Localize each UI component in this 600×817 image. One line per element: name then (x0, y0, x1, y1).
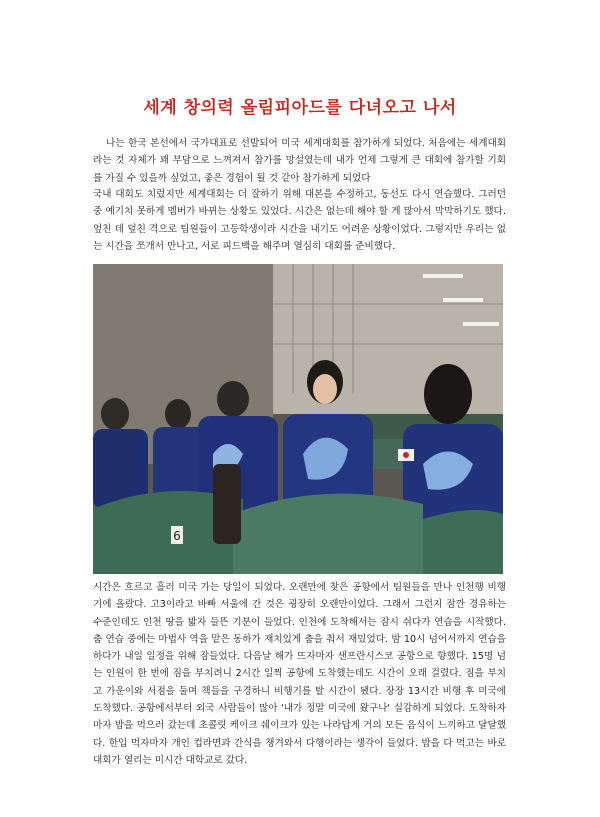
paragraph-3: 시간은 흐르고 흘러 미국 가는 당일이 되었다. 오랜만에 찾은 공항에서 팀원들을 만나 인천행 비행기에 올랐다. 고3이라고 바빠 서울에 간 것은 굉장히 오랜만이었다. 그래서 그런지 잠깐 경유하는 수준인데도 인천 땅을 밟자 들뜬 기분이 들었다. 인천에 도착해서는 잠시 쉬다가 연습을 시작했다. 춤 연습 중에는 마법사 역을 맡은 동하가 재치있게 춤을 춰서 재밌었다. 밤 10시 넘어서까지 연습을 하다가 내일 일정을 위해 잠들었다. 다음날 해가 뜨자마자 샌프란시스코 공항으로 향했다. 15명 넘는 인원이 한 번에 짐을 부치려니 2시간 일찍 공항에 도착했는데도 시간이 오래 걸렸다. 짐을 부치고 가운이와 서점을 둘며 책들을 구경하니 비행기를 탈 시간이 됐다. 장장 13시간 비행 후 미국에 도착했다. 공항에서부터 외국 사람들이 많아 '내가 정말 미국에 왔구나' 실감하게 되었다. 도착하자마자 밥을 먹으러 갔는데 초콜릿 케이크 쉐이크가 있는 나라답게 거의 모든 음식이 느끼하고 달달했다. 한입 먹자마자 개인 컵라면과 간식을 챙겨와서 다행이라는 생각이 들었다. 밥을 다 먹고는 바로 대회가 열리는 미시간 대학교로 갔다. (93, 582, 506, 766)
team-photo (93, 264, 503, 574)
paragraph-2: 국내 대회도 치렀지만 세계대회는 더 잘하기 위해 대본을 수정하고, 동선도 다시 연습했다. 그러던 중 예기치 못하게 멤버가 바뀌는 상황도 있었다. 시간은 없는데 해야 할 게 많아서 막막하기도 했다. 엎친 데 덮친 격으로 팀원들이 고등학생이라 시간을 내기도 어려운 상황이었다. 그렇지만 우리는 없는 시간을 쪼개서 만나고, 서로 피드백을 해주며 열심히 대회를 준비했다. (93, 189, 506, 252)
seat-number-label: 6 (173, 529, 181, 543)
article-title: 세계 창의력 올림피아드를 다녀오고 나서 (143, 98, 457, 118)
paragraph-1: 나는 한국 본선에서 국가대표로 선발되어 미국 세계대회를 참가하게 되었다. 처음에는 세계대회라는 것 자체가 꽤 부담으로 느껴져서 참가를 망설였는데 내가 언제 그렇게 큰 대회에 참가할 기회를 가질 수 있을까 싶었고, 좋은 경험이 될 것 같아 참가하게 되었다 (93, 138, 506, 184)
